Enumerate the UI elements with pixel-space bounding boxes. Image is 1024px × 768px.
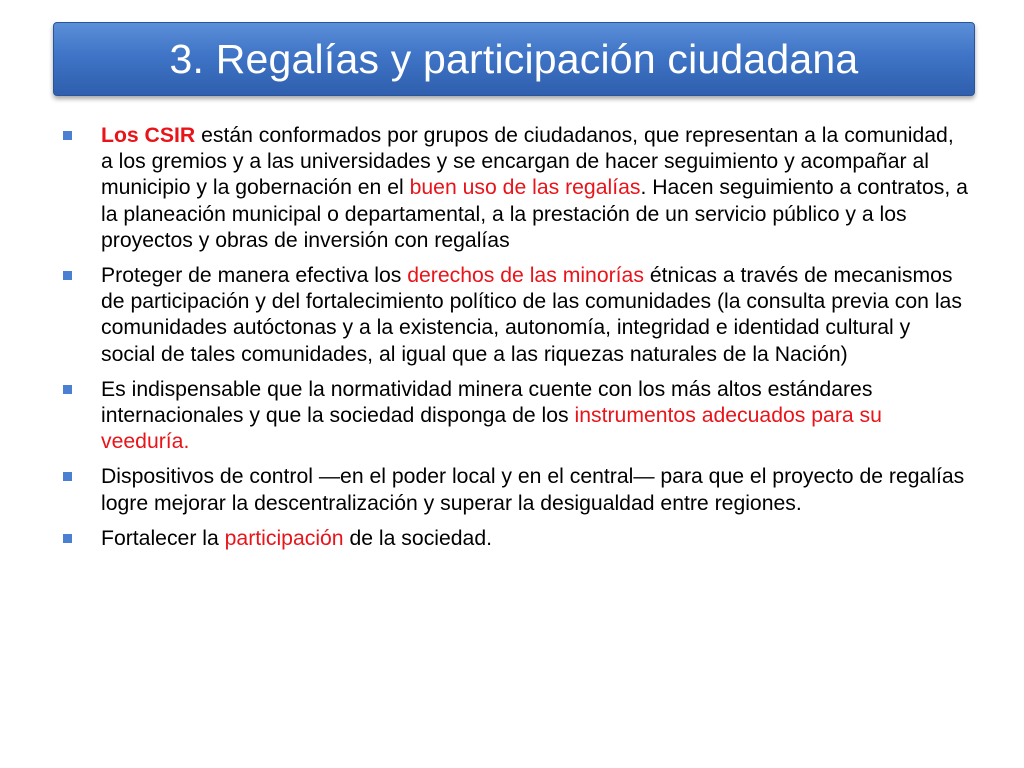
square-bullet-icon [63,534,72,543]
bullet-text-segment: . Hacen seguimiento a contratos, a la planeación municipal o departamental, a la prestación de un servicio público y a los proyectos y obras de inversión con regalías [101,176,968,252]
square-bullet-icon [63,472,72,481]
bullet-text-segment: Es indispensable que la normatividad minera cuente con los más altos estándares internacionales y que la sociedad disponga de los [101,377,873,428]
bullet-text-segment: derechos de las minorías [407,264,644,288]
bullet-text-segment: buen uso de las regalías [409,176,641,200]
bullet-text-segment: están conformados por grupos de ciudadanos, que representan a la comunidad, a los gremios y a las universidades y se encargan de hacer seguimiento y acompañar al municipio y la gobernación en el [101,124,954,200]
bullet-text-segment: étnicas a través de mecanismos de participación y del fortalecimiento político de las comunidades (la consulta previa con las comunidades autóctonas y a la existencia, autonomía, integridad e identidad cultural y social de tales comunidades, al igual que a las riquezas naturales de la Nación) [101,264,962,366]
bullet-item-minorias [63,263,968,368]
title-banner [53,22,975,96]
square-bullet-icon [63,385,72,394]
bullet-item-normatividad [63,377,968,456]
bullet-text-segment: Fortalecer la [101,526,225,550]
bullet-list [63,123,968,561]
bullet-text-segment: de la sociedad. [343,526,493,550]
bullet-item-dispositivos [63,464,968,516]
bullet-item-participacion [63,526,968,552]
bullet-text-segment: instrumentos adecuados para su veeduría. [101,404,882,454]
square-bullet-icon [63,131,72,140]
slide-title: 3. Regalías y participación ciudadana [169,35,859,82]
bullet-text-segment: participación [224,526,344,550]
bullet-text-segment: Dispositivos de control —en el poder local y en el central— para que el proyecto de regalías logre mejorar la descentralización y superar la desigualdad entre regiones. [101,465,965,515]
bullet-text-segment: Proteger de manera efectiva los [101,264,408,288]
square-bullet-icon [63,271,72,280]
bullet-text-segment: Los CSIR [101,124,196,147]
bullet-item-csir [63,123,968,254]
